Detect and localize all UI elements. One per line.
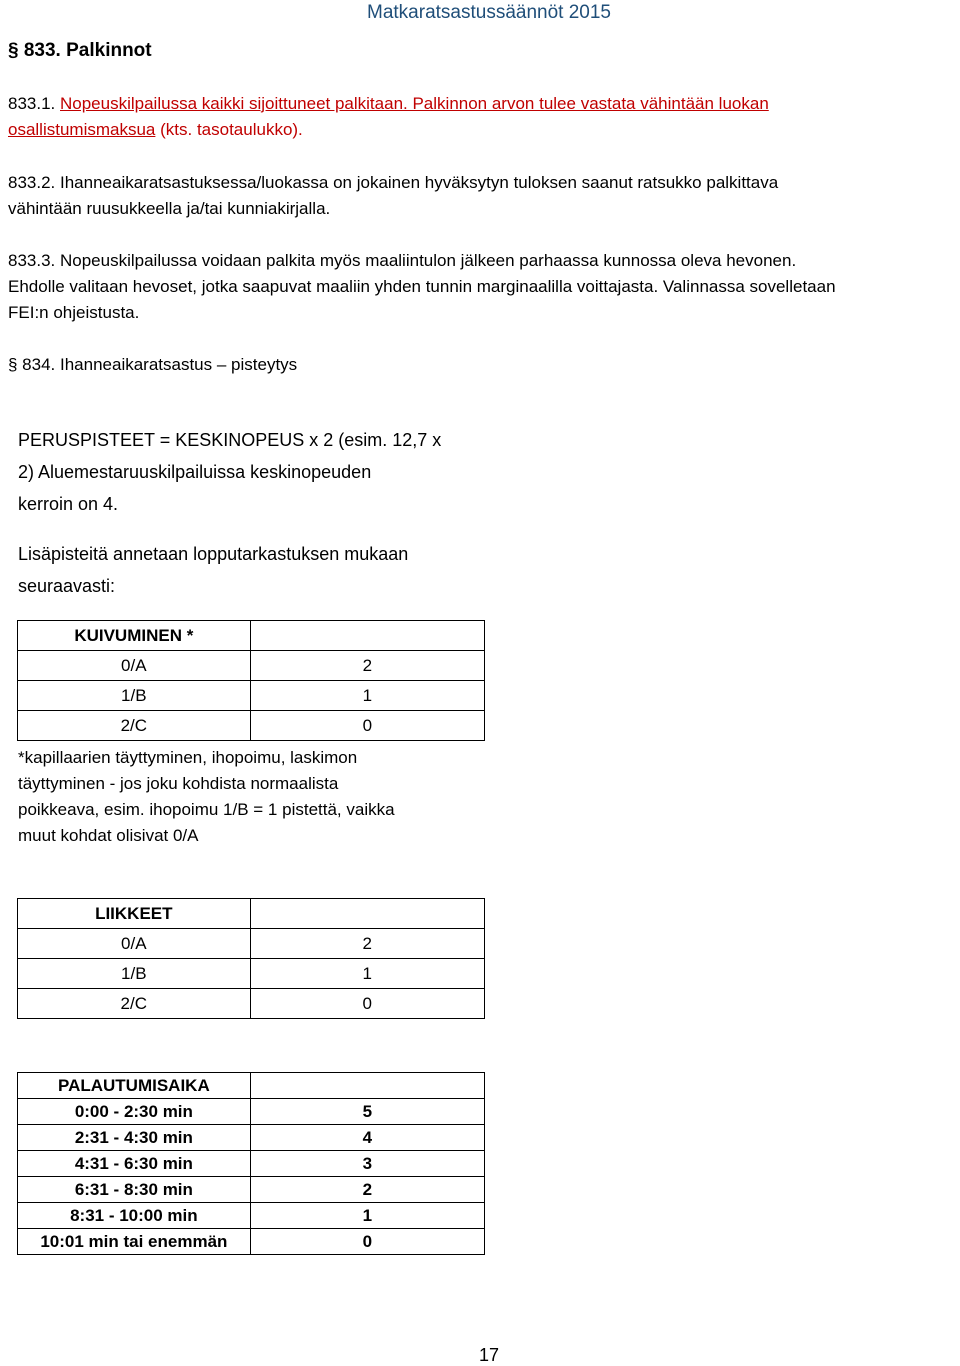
text-line: kerroin on 4. [18,494,119,514]
table-cell: 2/C [18,989,251,1019]
paragraph-line: Ehdolle valitaan hevoset, jotka saapuvat maaliin yhden tunnin marginaalilla voittajasta. Valinnassa sovelletaan [8,277,836,296]
section-833-heading: § 833. Palkinnot [8,40,152,61]
palautumisaika-table [17,1072,485,1255]
table-cell: 4:31 - 6:30 min [18,1151,251,1177]
table-cell: 10:01 min tai enemmän [18,1229,251,1255]
paragraph-833-3 [8,248,960,326]
table-cell: 0 [250,989,484,1019]
table-row [18,1125,485,1151]
page-number: 17 [479,1345,500,1365]
table-cell: 0 [250,1229,484,1255]
text-line: poikkeava, esim. ihopoimu 1/B = 1 pistettä, vaikka [18,800,395,819]
table-row [18,1177,485,1203]
prize-rule-text: Nopeuskilpailussa kaikki sijoittuneet palkitaan. Palkinnon arvon tulee vastata vähintään luokan [60,94,769,113]
table-cell: 2:31 - 4:30 min [18,1125,251,1151]
paragraph-line: FEI:n ohjeistusta. [8,303,140,322]
paragraph-833-2 [8,170,958,222]
table-cell [250,621,484,651]
text-line: *kapillaarien täyttyminen, ihopoimu, laskimon [18,748,358,767]
section-834-heading: § 834. Ihanneaikaratsastus – pisteytys [8,355,298,374]
table-cell: 0:00 - 2:30 min [18,1099,251,1125]
table-cell: 0/A [18,651,251,681]
table-row [18,989,485,1019]
table-cell: 6:31 - 8:30 min [18,1177,251,1203]
paragraph-line: vähintään ruusukkeella ja/tai kunniakirjalla. [8,199,331,218]
paragraph-line: 833.3. Nopeuskilpailussa voidaan palkita myös maaliintulon jälkeen parhaassa kunnossa oleva hevonen. [8,251,797,270]
reference-text: (kts. tasotaulukko). [155,120,303,139]
table-cell: 1/B [18,681,251,711]
table-cell: 2 [250,1177,484,1203]
paragraph-833-1 [8,91,958,143]
text-line: seuraavasti: [18,576,116,596]
table-row [18,681,485,711]
text-line: 2) Aluemestaruuskilpailuissa keskinopeuden [18,462,372,482]
table-cell: 1 [250,681,484,711]
text-line: muut kohdat olisivat 0/A [18,826,199,845]
liikkeet-table [17,898,485,1019]
table-cell: 0/A [18,929,251,959]
table-cell: 3 [250,1151,484,1177]
table-header: PALAUTUMISAIKA [18,1073,251,1099]
table-cell: 4 [250,1125,484,1151]
table-cell: 1/B [18,959,251,989]
table-header: LIIKKEET [18,899,251,929]
base-points-text [18,424,488,520]
table-cell: 1 [250,959,484,989]
table-cell: 2 [250,929,484,959]
table-row [18,1099,485,1125]
table-row [18,621,485,651]
table-header: KUIVUMINEN * [18,621,251,651]
table-cell: 0 [250,711,484,741]
table-row [18,1073,485,1099]
table-cell: 2/C [18,711,251,741]
extra-points-text [18,538,488,602]
table-cell: 2 [250,651,484,681]
kuivuminen-footnote [18,745,488,849]
text-line: täyttyminen - jos joku kohdista normaalista [18,774,339,793]
table-row [18,711,485,741]
table-cell [250,1073,484,1099]
table-row [18,1229,485,1255]
fee-text: osallistumismaksua [8,120,156,139]
text-line: PERUSPISTEET = KESKINOPEUS x 2 (esim. 12,7 x [18,430,442,450]
table-row [18,959,485,989]
table-row [18,1151,485,1177]
paragraph-line: 833.2. Ihanneaikaratsastuksessa/luokassa on jokainen hyväksytyn tuloksen saanut ratsukko palkittava [8,173,779,192]
kuivuminen-table [17,620,485,741]
table-cell: 5 [250,1099,484,1125]
paragraph-number: 833.1. [8,94,56,113]
table-cell: 1 [250,1203,484,1229]
text-line: Lisäpisteitä annetaan lopputarkastuksen mukaan [18,544,409,564]
table-row [18,899,485,929]
table-row [18,929,485,959]
table-row [18,1203,485,1229]
document-header-title: Matkaratsastussäännöt 2015 [367,2,611,23]
table-cell: 8:31 - 10:00 min [18,1203,251,1229]
table-row [18,651,485,681]
table-cell [250,899,484,929]
